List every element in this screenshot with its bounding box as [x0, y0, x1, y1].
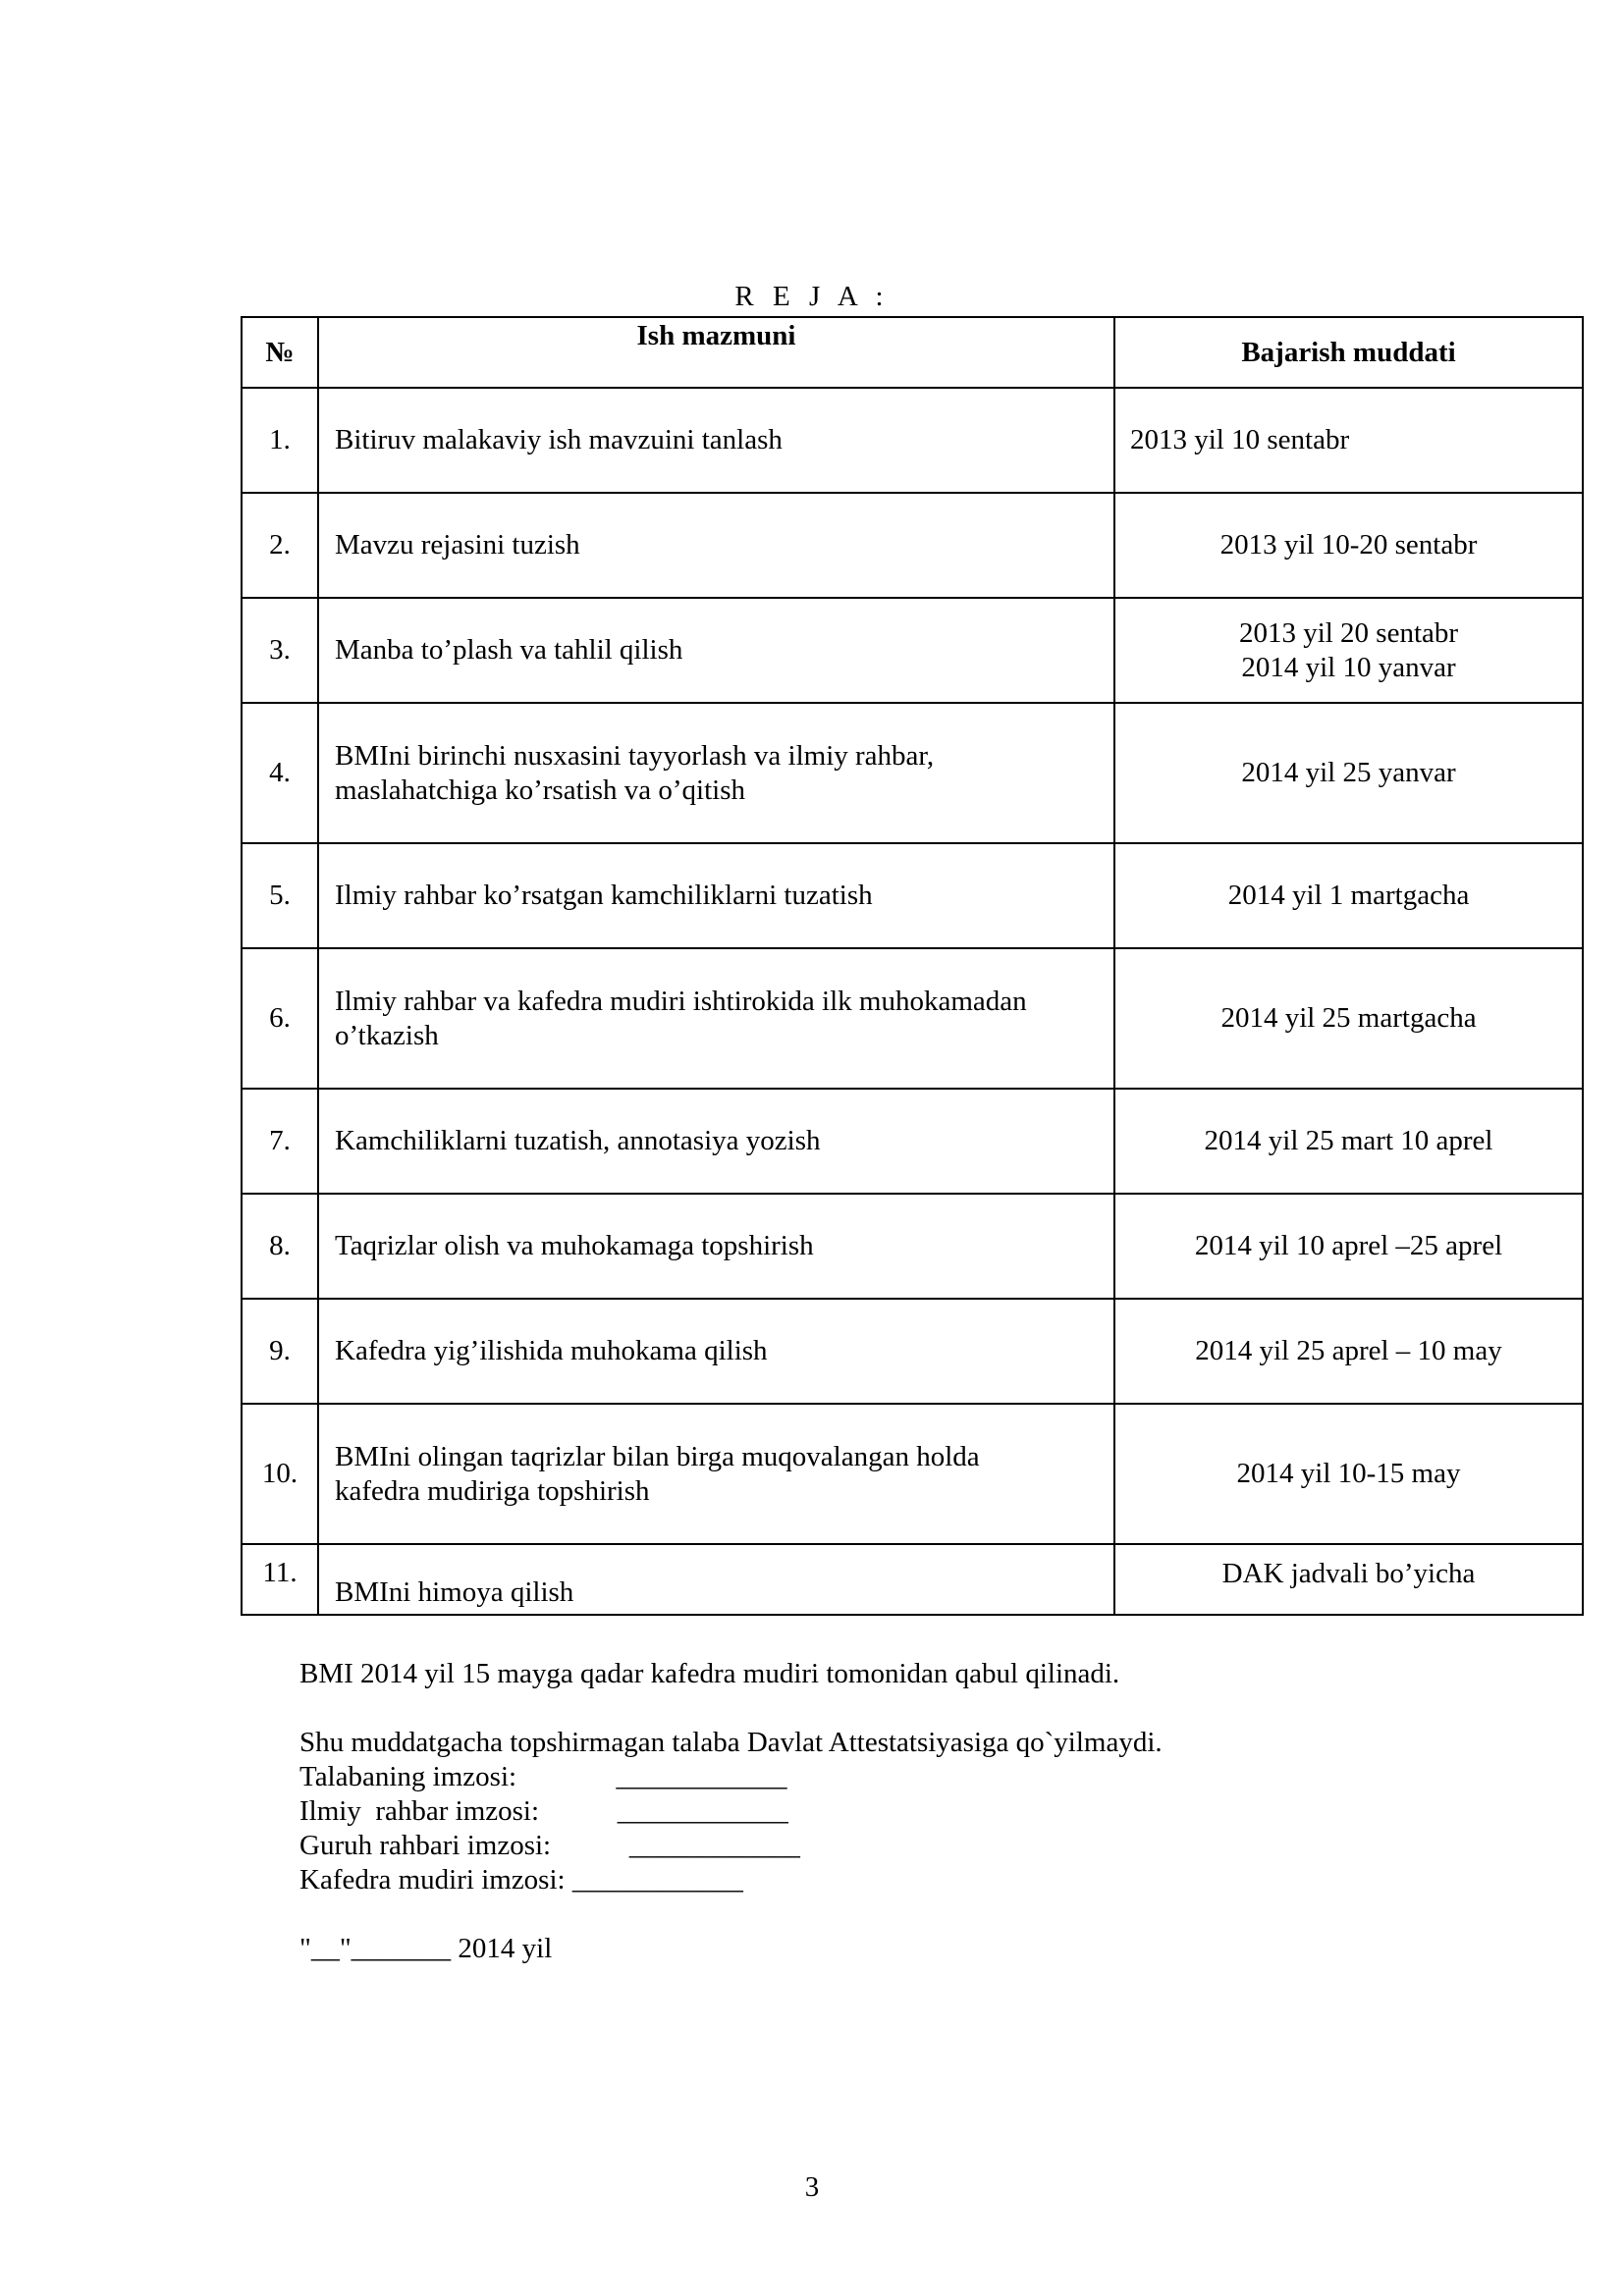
page-title: R E J A :: [734, 281, 890, 312]
task-line: BMIni olingan taqrizlar bilan birga muqovalangan holda: [335, 1440, 980, 1472]
notes-block: [299, 1657, 1163, 1966]
header-task: Ish mazmuni: [318, 317, 1114, 388]
row-number: 1.: [242, 388, 318, 493]
row-task: [318, 1404, 1114, 1544]
signature-line: Ilmiy rahbar imzosi: ____________: [299, 1795, 788, 1827]
warning-note: Shu muddatgacha topshirmagan talaba Davlat Attestatsiyasiga qo`yilmaydi.: [299, 1727, 1163, 1758]
table-row: [242, 1299, 1583, 1404]
table-row: [242, 1089, 1583, 1194]
table-row: [242, 948, 1583, 1089]
row-task: BMIni himoya qilish: [318, 1544, 1114, 1615]
row-number: 2.: [242, 493, 318, 598]
task-line: maslahatchiga ko’rsatish va o’qitish: [335, 774, 745, 806]
date-line: "__"_______ 2014 yil: [299, 1933, 553, 1964]
row-number: 7.: [242, 1089, 318, 1194]
header-deadline: Bajarish muddati: [1114, 317, 1583, 388]
table-header-row: [242, 317, 1583, 388]
row-task: Manba to’plash va tahlil qilish: [318, 598, 1114, 703]
row-task: [318, 948, 1114, 1089]
page-number: 3: [804, 2171, 820, 2203]
table-row: [242, 1404, 1583, 1544]
row-task: Taqrizlar olish va muhokamaga topshirish: [318, 1194, 1114, 1299]
row-task: [318, 703, 1114, 843]
row-deadline: 2014 yil 10-15 may: [1114, 1404, 1583, 1544]
row-number: 3.: [242, 598, 318, 703]
row-deadline: 2014 yil 25 yanvar: [1114, 703, 1583, 843]
row-task: Kafedra yig’ilishida muhokama qilish: [318, 1299, 1114, 1404]
row-number: 11.: [242, 1544, 318, 1615]
row-task: Bitiruv malakaviy ish mavzuini tanlash: [318, 388, 1114, 493]
row-task: Kamchiliklarni tuzatish, annotasiya yozish: [318, 1089, 1114, 1194]
row-deadline: 2014 yil 1 martgacha: [1114, 843, 1583, 948]
row-number: 9.: [242, 1299, 318, 1404]
signature-line: Talabaning imzosi: ____________: [299, 1761, 787, 1792]
task-line: BMIni birinchi nusxasini tayyorlash va ilmiy rahbar,: [335, 739, 935, 772]
row-deadline: 2014 yil 25 aprel – 10 may: [1114, 1299, 1583, 1404]
task-line: Ilmiy rahbar va kafedra mudiri ishtirokida ilk muhokamadan: [335, 985, 1027, 1017]
row-deadline: 2014 yil 25 mart 10 aprel: [1114, 1089, 1583, 1194]
row-number: 10.: [242, 1404, 318, 1544]
table-row: [242, 598, 1583, 703]
task-line: o’tkazish: [335, 1019, 439, 1051]
row-deadline: 2014 yil 10 aprel –25 aprel: [1114, 1194, 1583, 1299]
signature-line: Guruh rahbari imzosi: ____________: [299, 1830, 800, 1861]
plan-table: [241, 316, 1584, 1616]
row-number: 4.: [242, 703, 318, 843]
row-number: 6.: [242, 948, 318, 1089]
header-number: №: [242, 317, 318, 388]
table-row: [242, 703, 1583, 843]
table-row: [242, 843, 1583, 948]
row-task: Mavzu rejasini tuzish: [318, 493, 1114, 598]
row-deadline: DAK jadvali bo’yicha: [1114, 1544, 1583, 1615]
table-row: [242, 388, 1583, 493]
row-deadline: 2013 yil 10-20 sentabr: [1114, 493, 1583, 598]
deadline-line: 2014 yil 10 yanvar: [1241, 651, 1456, 683]
row-task: Ilmiy rahbar ko’rsatgan kamchiliklarni tuzatish: [318, 843, 1114, 948]
signature-line: Kafedra mudiri imzosi: ____________: [299, 1864, 743, 1896]
row-deadline: [1114, 598, 1583, 703]
table-row: [242, 1544, 1583, 1615]
row-deadline: 2014 yil 25 martgacha: [1114, 948, 1583, 1089]
acceptance-note: BMI 2014 yil 15 mayga qadar kafedra mudiri tomonidan qabul qilinadi.: [299, 1658, 1120, 1689]
row-number: 5.: [242, 843, 318, 948]
table-row: [242, 493, 1583, 598]
row-deadline: 2013 yil 10 sentabr: [1114, 388, 1583, 493]
task-line: kafedra mudiriga topshirish: [335, 1474, 650, 1507]
table-row: [242, 1194, 1583, 1299]
row-number: 8.: [242, 1194, 318, 1299]
deadline-line: 2013 yil 20 sentabr: [1238, 616, 1459, 649]
